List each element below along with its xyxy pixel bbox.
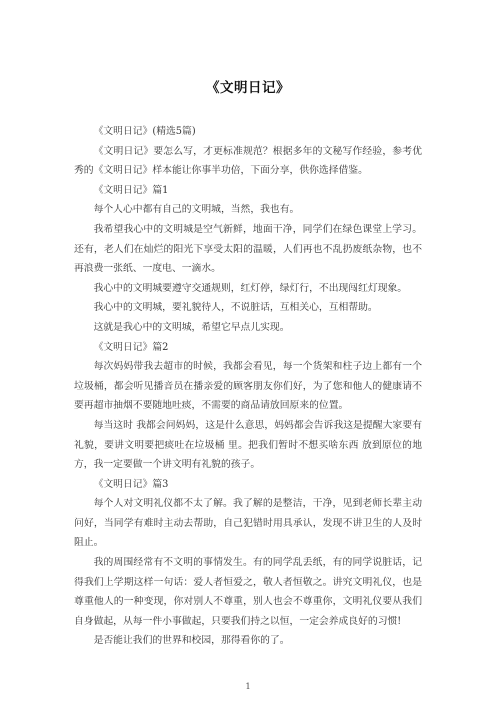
paragraph: 每个人心中都有自己的文明城，当然，我也有。 <box>93 204 300 216</box>
paragraph: 我希望我心中的文明城是空气新鲜，地面干净，同学们在绿色课堂上学习。还有，老人们在灿烂的阳光下享受太阳的温暖，人们再也不乱扔废纸杂物，也不再浪费一张纸、一度电、一滴水。 <box>74 223 422 275</box>
section-heading-2: 《文明日记》篇2 <box>93 341 169 353</box>
paragraph: 每次妈妈带我去超市的时候，我都会看见，每一个货架和柱子边上都有一个垃圾桶，都会听见播音员在播亲爱的顾客朋友你们好，为了您和他人的健康请不要再超市抽烟不要随地吐痰，不需要的商品请放回原来的位置。 <box>74 361 422 412</box>
section-heading-3: 《文明日记》篇3 <box>93 478 169 490</box>
document-title: 《文明日记》 <box>206 80 290 96</box>
paragraph: 是否能让我们的世界和校园，那得看你的了。 <box>93 635 290 647</box>
paragraph: 每个人对文明礼仪都不太了解。我了解的是整洁，干净，见到老师长辈主动问好，当同学有难时主动去帮助，自己犯错时用具承认，发现不讲卫生的人及时阻止。 <box>74 498 422 549</box>
section-heading-1: 《文明日记》篇1 <box>93 184 169 196</box>
paragraph: 我心中的文明城要遵守交通规则，红灯停，绿灯行，不出现闯红灯现象。 <box>93 282 408 294</box>
intro-heading: 《文明日记》(精选5篇) <box>93 126 196 137</box>
page-number: 1 <box>245 682 251 691</box>
intro-paragraph: 《文明日记》要怎么写，才更标准规范？根据多年的文秘写作经验，参考优秀的《文明日记》样本能让你事半功倍，下面分享，供你选择借鉴。 <box>74 145 422 177</box>
paragraph: 每当这时 我都会问妈妈，这是什么意思，妈妈都会告诉我这是提醒大家要有礼貌，要讲文明要把痰吐在垃圾桶 里。把我们暂时不想买啥东西 放到原位的地方，我一定要做一个讲文明有礼貌的孩子。 <box>74 419 422 471</box>
paragraph: 这就是我心中的文明城，希望它早点儿实现。 <box>93 321 290 333</box>
document-body <box>74 122 422 651</box>
paragraph: 我心中的文明城，要礼貌待人，不说脏话，互相关心，互相帮助。 <box>93 302 378 314</box>
paragraph: 我的周围经常有不文明的事情发生。有的同学乱丢纸，有的同学说脏话，记得我们上学期这样一句话：爱人者恒爱之，敬人者恒敬之。讲究文明礼仪，也是尊重他人的一种变现，你对别人不尊重，别人也会不尊重你，文明礼仪要从我们自身做起，从每一件小事做起，只要我们持之以恒，一定会养成良好的习惯! <box>74 557 422 627</box>
